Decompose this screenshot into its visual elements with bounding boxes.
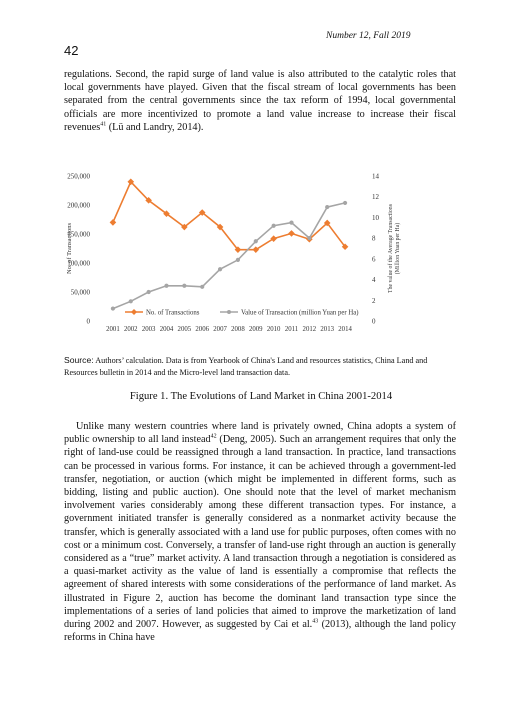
x-tick-label: 2014 [338,326,352,333]
right-tick-label: 8 [372,234,376,243]
data-point [236,258,240,262]
data-point [147,290,151,294]
data-point [272,224,276,228]
body-text-1: Unlike many western countries where land is privately owned, China adopts a system of public ownership to all land instead [64,421,456,446]
left-tick-label: 150,000 [67,230,90,239]
data-point [182,284,186,288]
data-point [254,239,258,243]
chart-series [110,179,349,311]
x-tick-label: 2010 [266,326,281,333]
x-tick-label: 2003 [141,326,156,333]
right-tick-label: 10 [372,213,379,222]
data-point [129,299,133,303]
x-tick-label: 2011 [284,326,299,333]
journal-header: Number 12, Fall 2019 [326,31,411,41]
x-tick-label: 2012 [302,326,317,333]
data-point [307,236,311,240]
left-tick-label: 200,000 [67,201,90,210]
legend-marker-0 [131,309,137,315]
x-tick-label: 2013 [320,326,335,333]
data-point [164,284,168,288]
legend-label-0: No. of Transactions [146,309,200,317]
body-text-3: (2013), although the land policy reforms in China have [64,619,456,644]
data-point [111,306,115,310]
x-tick-label: 2007 [213,326,227,333]
footnote-ref-42: 42 [210,433,217,440]
x-tick-label: 2006 [195,326,210,333]
right-tick-label: 6 [372,255,376,264]
footnote-ref-41: 41 [100,121,107,128]
x-tick-label: 2002 [123,326,138,333]
x-tick-label: 2008 [231,326,245,333]
land-market-chart [60,164,460,348]
intro-citation: (Lü and Landry, 2014). [106,121,204,133]
right-tick-label: 0 [372,317,376,326]
legend-label-1: Value of Transaction (million Yuan per Ha) [241,309,359,317]
data-point [343,201,347,205]
source-text: Authors’ calculation. Data is from Yearbook of China's Land and resources statistics, China Land and Resources bulletin in 2014 and the Micro-level land transaction data. [64,356,428,377]
right-tick-label: 2 [372,296,376,305]
x-tick-label: 2004 [159,326,174,333]
right-tick-label: 4 [372,276,376,285]
chart-legend [125,309,359,317]
source-label: Source: [64,355,94,365]
left-tick-label: 100,000 [67,259,90,268]
data-point [289,221,293,225]
x-tick-label: 2001 [106,326,120,333]
figure-source [64,354,458,379]
intro-text: regulations. Second, the rapid surge of land value is also attributed to the catalytic roles that local governments have played. Given that the fiscal stream of local governments has been separated from the central governments since the tax reform of 1994, local governmental officials are more incentivized to promote a land value increase to increase their fiscal revenues [64,69,456,133]
data-point [288,230,295,237]
right-axis-title-line2: (Million Yuan per Ha) [395,222,401,275]
right-axis-title-line1: The value of the Average Transactions [388,204,394,293]
body-paragraph [64,420,456,644]
body-text-2: (Deng, 2005). Such an arrangement requires that only the right of land-use could be reassigned through a land transaction. In practice, land transactions can be processed in various forms. For instance, it can be achieved through a government-led transfer, negotiation, or auction (which might be implemented in different forms, such as bidding, listing and public auction). One should note that the level of market mechanism involvement varies considerably among these different transaction types. For instance, a government initiated transfer is generally considered as a nonmarket activity because the transfer, which is generally associated with a land use for public purposes, often comes with no cost or a minimum cost. Conversely, a transfer of land-use right through an auction is generally considered as a “true” market activity. A land transaction through a negotiation is considered as a quasi-market activity as the value of land is essentially a compromise that reflects the agreement of shared interests with some considerations of the performance of land market. As illustrated in Figure 2, auction has become the dominant land transaction type since the implementations of a series of land policies that aimed to improve the marketization of land during 2002 and 2007. However, as suggested by Cai et al. [64,434,456,631]
data-point [325,205,329,209]
x-tick-label: 2005 [177,326,192,333]
figure-caption: Figure 1. The Evolutions of Land Market in China 2001-2014 [129,391,393,402]
page-number: 42 [64,43,79,58]
data-point [110,219,117,226]
left-tick-label: 250,000 [67,172,90,181]
intro-paragraph [64,68,456,134]
left-tick-label: 0 [86,317,90,326]
left-tick-label: 50,000 [70,288,90,297]
x-tick-label: 2009 [248,326,263,333]
footnote-ref-43: 43 [312,618,319,625]
legend-marker-1 [227,310,231,314]
data-point [200,285,204,289]
left-axis-title: No. of Transactions [66,222,73,275]
data-point [218,267,222,271]
right-tick-label: 12 [372,193,379,202]
right-tick-label: 14 [372,172,379,181]
